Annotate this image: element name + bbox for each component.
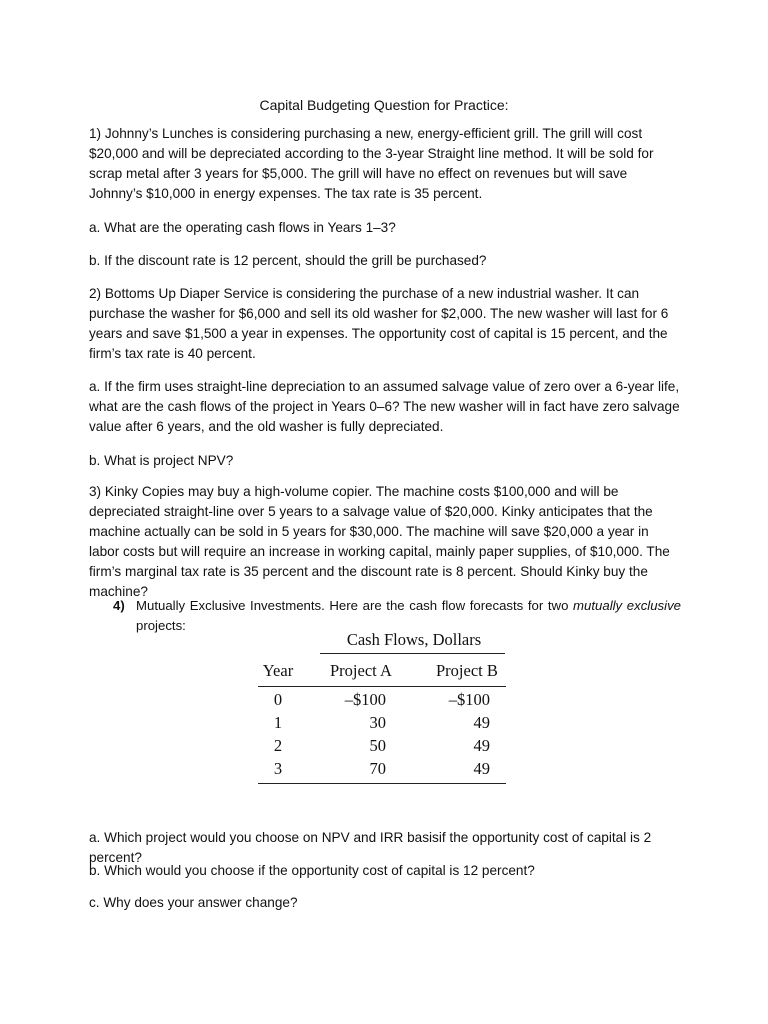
header-rule bbox=[258, 686, 506, 687]
year-cell: 1 bbox=[273, 713, 283, 732]
question-4-emphasis: mutually exclusive bbox=[573, 598, 682, 613]
question-4b: b. Which would you choose if the opportunity cost of capital is 12 percent? bbox=[89, 863, 535, 878]
table-bottom-rule bbox=[258, 783, 506, 784]
question-2a: a. If the firm uses straight-line depreciation to an assumed salvage value of zero over a 6-year life, what are the cash flows of the project in Years 0–6? The new washer will in fact have zero salvage value after 6 years, and the old washer is fully depreciated. bbox=[89, 379, 680, 434]
column-header-project-a: Project A bbox=[330, 661, 392, 680]
question-2-text: 2) Bottoms Up Diaper Service is considering the purchase of a new industrial washer. It can purchase the washer for $6,000 and sell its old washer for $2,000. The new washer will last for 6 years and save $1,500 a year in expenses. The opportunity cost of capital is 15 percent, and the firm’s tax rate is 40 percent. bbox=[89, 286, 669, 361]
column-header-project-b: Project B bbox=[436, 661, 498, 680]
project-b-cell: 49 bbox=[473, 736, 490, 755]
question-3-text: 3) Kinky Copies may buy a high-volume copier. The machine costs $100,000 and will be depreciated straight-line over 5 years to a salvage value of $20,000. Kinky anticipates that the machine actually can be sold in 5 years for $30,000. The machine will save $20,000 a year in labor costs but will require an increase in working capital, mainly paper supplies, of $10,000. The firm’s marginal tax rate is 35 percent and the discount rate is 8 percent. Should Kinky buy the machine? bbox=[89, 484, 670, 599]
column-header-year: Year bbox=[262, 661, 294, 680]
project-a-cell: –$100 bbox=[344, 690, 386, 709]
document-title: Capital Budgeting Question for Practice: bbox=[259, 97, 509, 113]
question-4-number: 4) bbox=[113, 598, 125, 613]
question-4-line-2: projects: bbox=[136, 618, 186, 633]
question-1b: b. If the discount rate is 12 percent, should the grill be purchased? bbox=[89, 253, 487, 268]
question-1-text: 1) Johnny’s Lunches is considering purchasing a new, energy-efficient grill. The grill will cost $20,000 and will be depreciated according to the 3-year Straight line method. It will be sold for scrap metal after 3 years for $5,000. The grill will have no effect on revenues but will save Johnny’s $10,000 in energy expenses. The tax rate is 35 percent. bbox=[89, 126, 654, 201]
project-b-cell: 49 bbox=[473, 713, 490, 732]
question-4-line-1 bbox=[136, 596, 681, 616]
year-cell: 3 bbox=[273, 759, 283, 778]
project-a-cell: 50 bbox=[369, 736, 386, 755]
question-4c: c. Why does your answer change? bbox=[89, 895, 298, 910]
table-group-header: Cash Flows, Dollars bbox=[346, 630, 482, 649]
group-header-rule bbox=[320, 653, 505, 654]
table-row bbox=[258, 690, 508, 714]
table-row bbox=[258, 759, 508, 783]
question-2b: b. What is project NPV? bbox=[89, 453, 234, 468]
year-cell: 2 bbox=[273, 736, 283, 755]
cash-flow-table bbox=[258, 628, 508, 788]
question-1a: a. What are the operating cash flows in Years 1–3? bbox=[89, 220, 396, 235]
question-4-intro: Mutually Exclusive Investments. Here are the cash flow forecasts for two bbox=[136, 598, 569, 613]
table-row bbox=[258, 713, 508, 737]
project-a-cell: 70 bbox=[369, 759, 386, 778]
project-b-cell: –$100 bbox=[448, 690, 490, 709]
project-a-cell: 30 bbox=[369, 713, 386, 732]
question-4a: a. Which project would you choose on NPV and IRR basisif the opportunity cost of capital is 2 percent? bbox=[89, 830, 652, 865]
project-b-cell: 49 bbox=[473, 759, 490, 778]
table-row bbox=[258, 736, 508, 760]
year-cell: 0 bbox=[273, 690, 283, 709]
